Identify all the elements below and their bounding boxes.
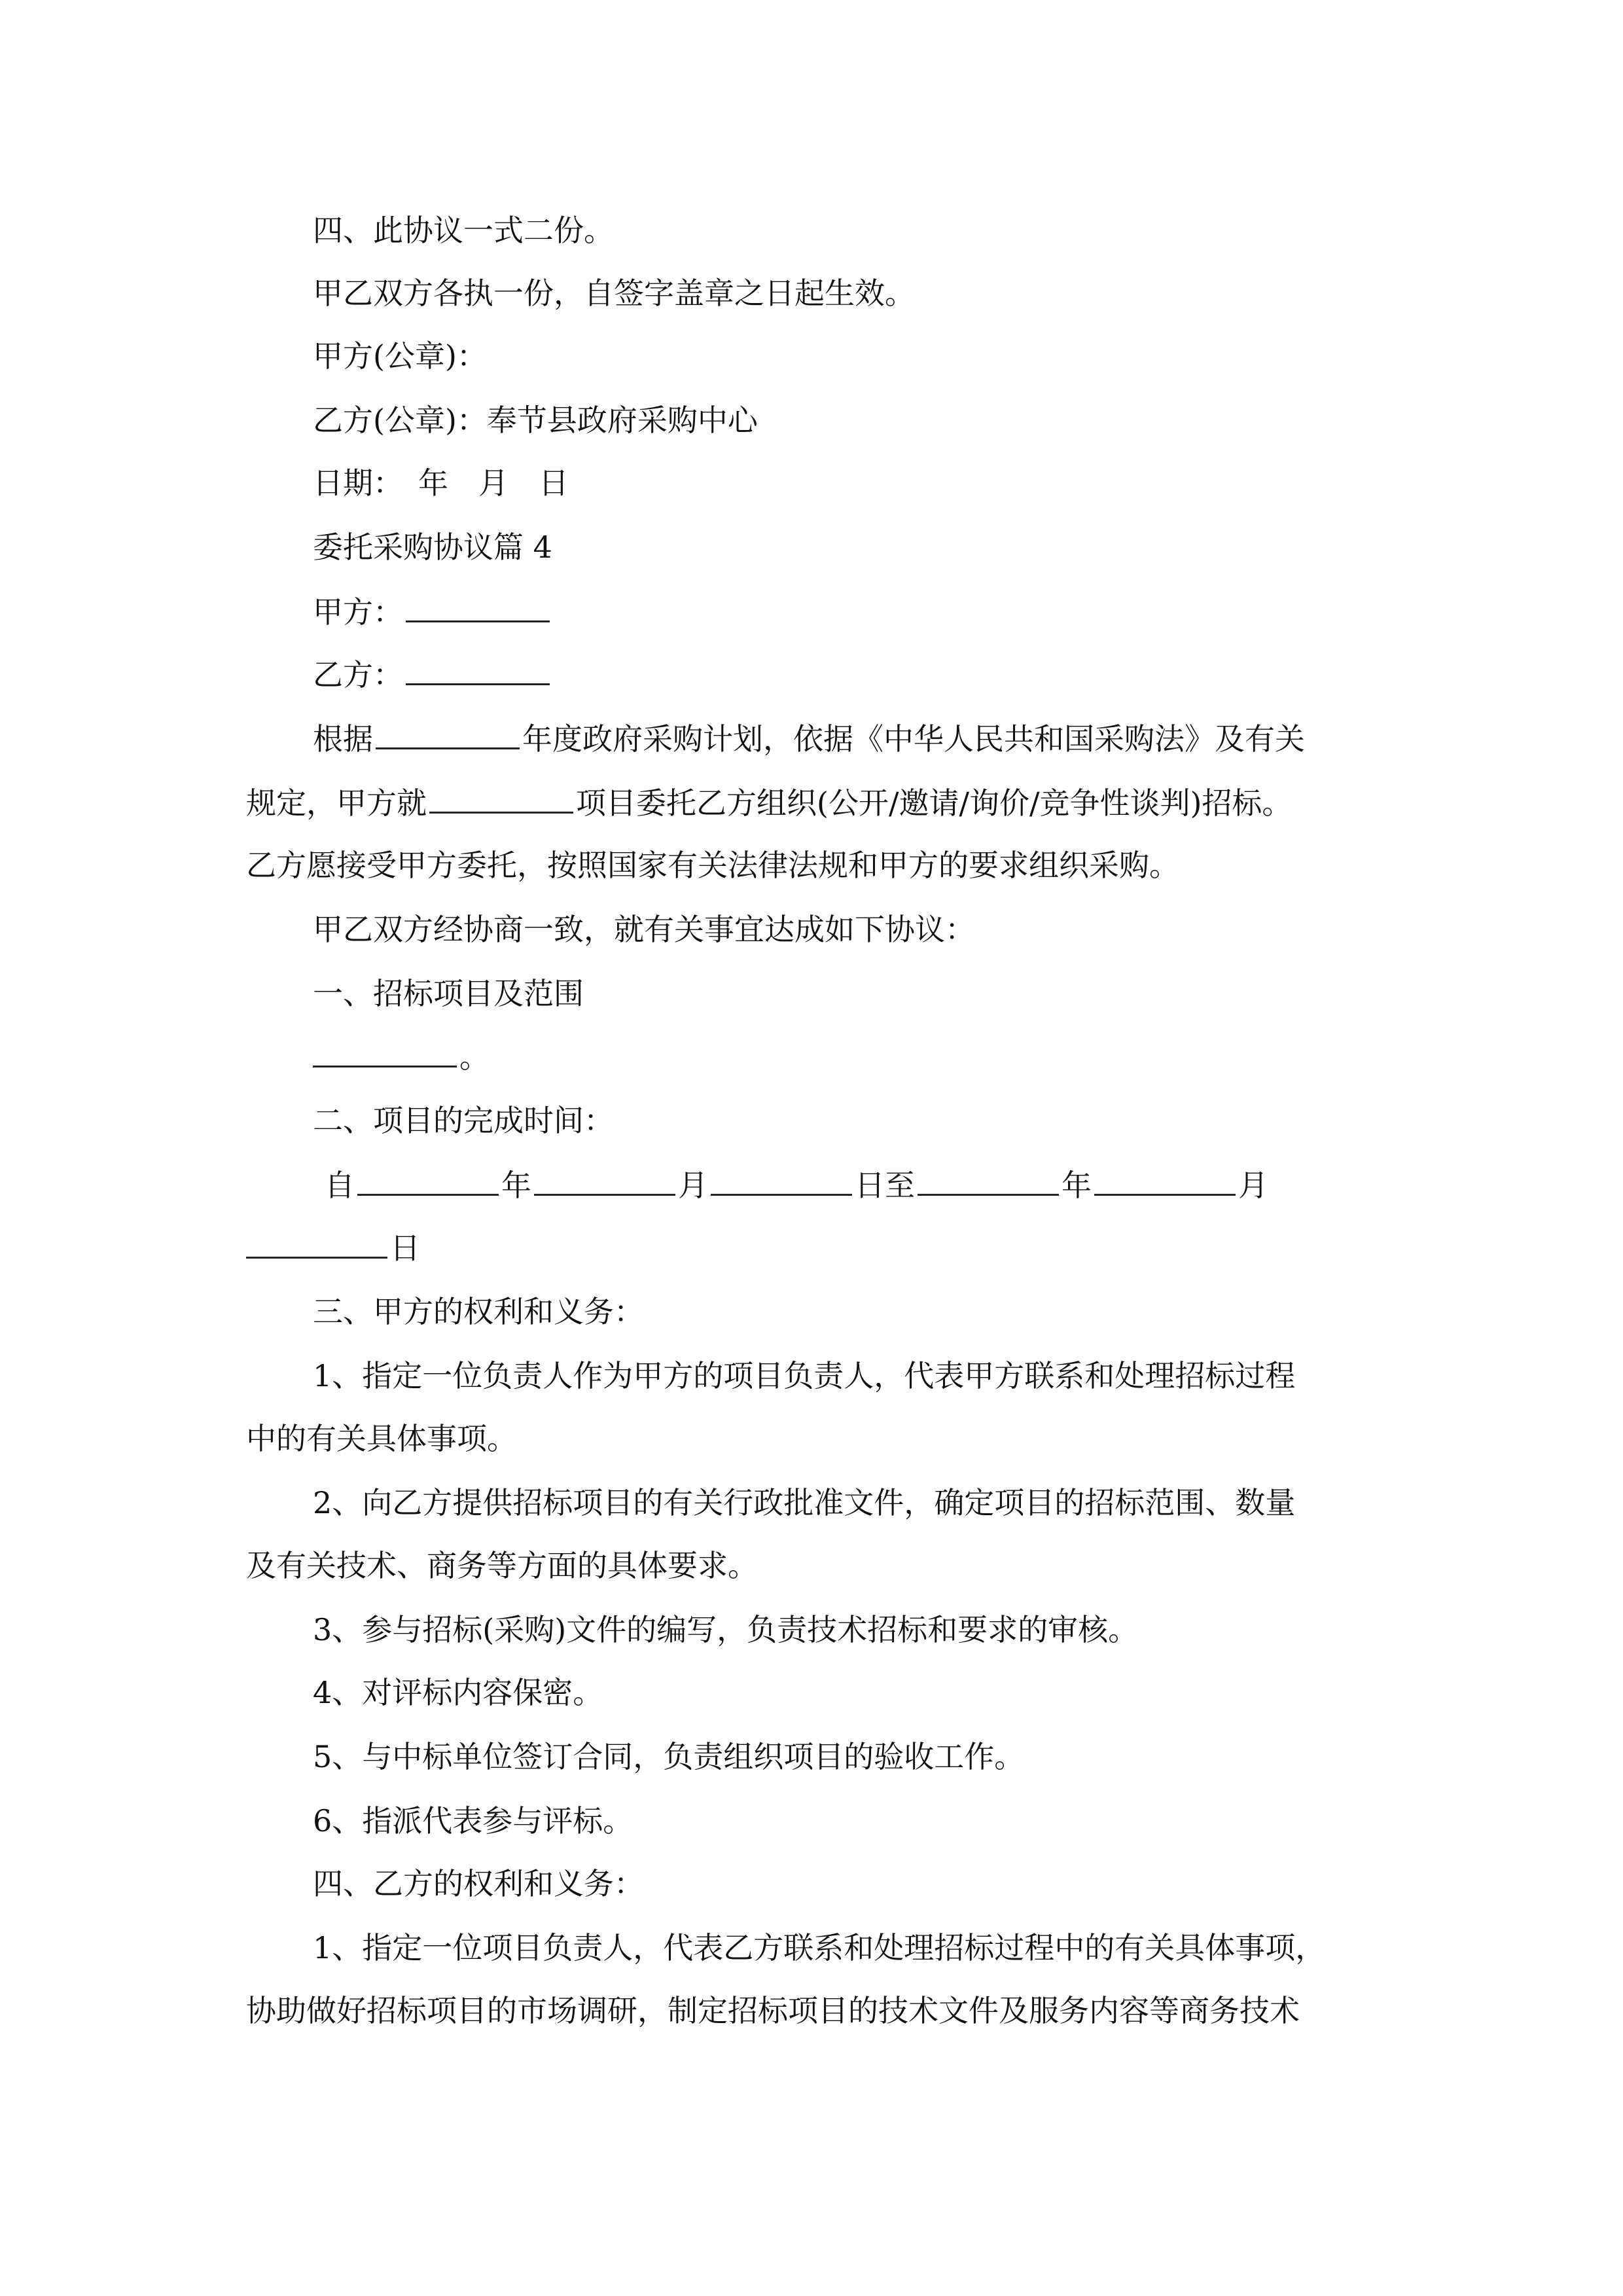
b-duty-1-line-2: 协助做好招标项目的市场调研，制定招标项目的技术文件及服务内容等商务技术 bbox=[246, 1993, 1300, 2028]
scope-blank bbox=[313, 1037, 457, 1067]
b-duty-1-line-1: 1、指定一位项目负责人，代表乙方联系和处理招标过程中的有关具体事项， bbox=[313, 1930, 1326, 1965]
project-blank bbox=[429, 783, 573, 814]
start-month-blank bbox=[534, 1165, 675, 1196]
end-year-blank bbox=[918, 1165, 1059, 1196]
start-year-blank bbox=[357, 1165, 499, 1196]
start-month-label: 月 bbox=[678, 1168, 708, 1203]
a-duty-1-line-1: 1、指定一位负责人作为甲方的项目负责人，代表甲方联系和处理招标过程 bbox=[313, 1358, 1296, 1393]
heading-time: 二、项目的完成时间： bbox=[313, 1103, 614, 1138]
party-a-label: 甲方： bbox=[313, 594, 403, 630]
a-duty-2-line-1: 2、向乙方提供招标项目的有关行政批准文件，确定项目的招标范围、数量 bbox=[313, 1485, 1296, 1520]
party-a-seal: 甲方(公章)： bbox=[313, 338, 487, 374]
clause-copies: 四、此协议一式二份。 bbox=[313, 213, 614, 248]
clause-effective: 甲乙双方各执一份，自签字盖章之日起生效。 bbox=[313, 276, 915, 311]
end-day-label: 日 bbox=[390, 1230, 420, 1266]
end-month-label: 月 bbox=[1238, 1168, 1268, 1203]
party-a-blank bbox=[406, 592, 550, 622]
date-line: 日期： 年 月 日 bbox=[313, 465, 569, 501]
end-year-label: 年 bbox=[1061, 1168, 1092, 1203]
basis-text-a: 根据 bbox=[313, 721, 373, 757]
start-day-blank bbox=[711, 1165, 852, 1196]
start-day-to-label: 日至 bbox=[855, 1168, 915, 1203]
heading-party-b-duties: 四、乙方的权利和义务： bbox=[313, 1866, 644, 1901]
party-b-blank bbox=[406, 655, 550, 685]
heading-scope: 一、招标项目及范围 bbox=[313, 976, 584, 1011]
from-label: 自 bbox=[325, 1168, 355, 1203]
period-line-2 bbox=[246, 1228, 1378, 1268]
heading-party-a-duties: 三、甲方的权利和义务： bbox=[313, 1294, 644, 1329]
section-title: 委托采购协议篇 4 bbox=[313, 529, 552, 565]
basis-text-c: 规定，甲方就 bbox=[246, 785, 427, 821]
a-duty-4: 4、对评标内容保密。 bbox=[313, 1675, 603, 1710]
party-b-line bbox=[313, 655, 1378, 694]
a-duty-2-line-2: 及有关技术、商务等方面的具体要求。 bbox=[246, 1548, 758, 1583]
end-month-blank bbox=[1094, 1165, 1236, 1196]
year-blank bbox=[376, 719, 520, 749]
a-duty-6: 6、指派代表参与评标。 bbox=[313, 1803, 633, 1839]
party-a-line bbox=[313, 592, 1378, 632]
basis-text-d: 项目委托乙方组织(公开/邀请/询价/竞争性谈判)招标。 bbox=[576, 785, 1293, 821]
basis-text-b: 年度政府采购计划，依据《中华人民共和国采购法》及有关 bbox=[522, 721, 1305, 757]
end-day-blank bbox=[246, 1228, 387, 1259]
party-b-label: 乙方： bbox=[313, 657, 403, 692]
basis-line-2 bbox=[246, 783, 1378, 823]
basis-line-3: 乙方愿接受甲方委托，按照国家有关法律法规和甲方的要求组织采购。 bbox=[246, 848, 1179, 883]
a-duty-1-line-2: 中的有关具体事项。 bbox=[246, 1421, 517, 1456]
a-duty-3: 3、参与招标(采购)文件的编写，负责技术招标和要求的审核。 bbox=[313, 1612, 1139, 1647]
scope-period: 。 bbox=[459, 1039, 490, 1075]
agreement-intro: 甲乙双方经协商一致，就有关事宜达成如下协议： bbox=[313, 912, 975, 947]
period-line bbox=[325, 1165, 1378, 1205]
party-b-seal: 乙方(公章)：奉节县政府采购中心 bbox=[313, 403, 758, 438]
scope-line bbox=[313, 1037, 1378, 1077]
a-duty-5: 5、与中标单位签订合同，负责组织项目的验收工作。 bbox=[313, 1739, 1025, 1774]
start-year-label: 年 bbox=[501, 1168, 531, 1203]
basis-line-1 bbox=[313, 719, 1378, 759]
